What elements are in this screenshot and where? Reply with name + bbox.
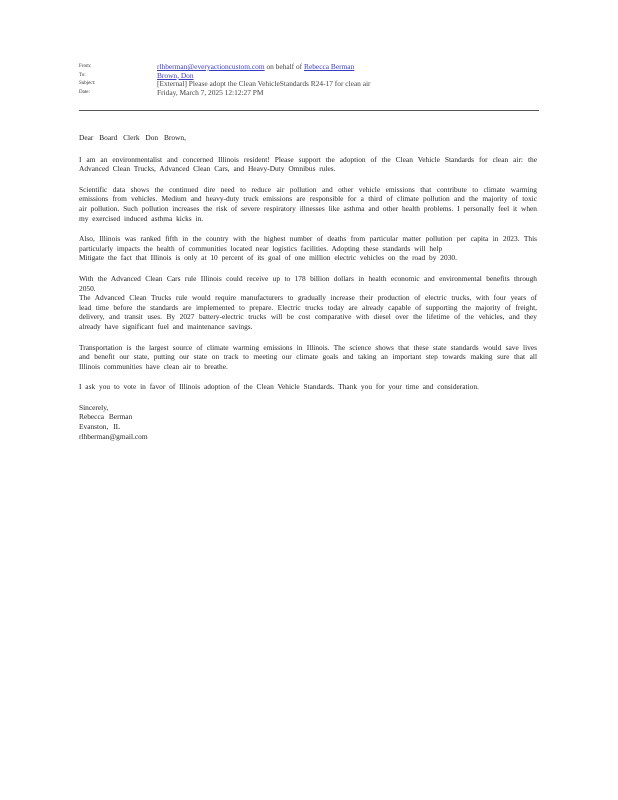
paragraph-3-part-b: Mitigate the fact that Illinois is only at 10 percent of its goal of one million electric vehicles on the road by 2030. <box>79 253 457 263</box>
subject-row <box>79 80 539 89</box>
date-row <box>79 89 539 98</box>
header-divider <box>79 110 539 111</box>
paragraph-5: Transportation is the largest source of climate warming emissions in Illinois. The science shows that these state standards would save lives and benefit our state, putting our state on track to meeting our climate goals and taking an important step towards making sure that all Illinois communities have clean air to breathe. <box>79 342 537 371</box>
paragraph-4-part-b: The Advanced Clean Trucks rule would require manufacturers to gradually increase their production of electric trucks, with four years of lead time before the standards are implemented to prepare. Electric trucks today are already capable of supporting the majority of freight, delivery, and transit uses. By 2027 battery-electric trucks will be cost comparative with diesel over the lifetime of the vehicles, and they already have significant fuel and maintenance savings. <box>79 293 537 331</box>
from-name-link[interactable]: Rebecca Berman <box>304 62 355 71</box>
paragraph-4 <box>79 274 537 332</box>
paragraph-4-part-a: With the Advanced Clean Cars rule Illinois could receive up to 178 billion dollars in health economic and environmental benefits through 2050. <box>79 273 537 293</box>
email-body <box>79 133 537 441</box>
from-middle-text: on behalf of <box>266 62 303 71</box>
signature-city: Evanston, IL <box>79 422 121 432</box>
date-label: Date: <box>79 89 90 95</box>
closing: Sincerely, <box>79 402 109 412</box>
from-row <box>79 63 539 72</box>
paragraph-1: I am an environmentalist and concerned Illinois resident! Please support the adoption of the Clean Vehicle Standards for clean air: the Advanced Clean Trucks, Advanced Clean Cars, and Heavy-Duty Omnibus rules. <box>79 154 537 174</box>
subject-value: [External] Please adopt the Clean VehicleStandards R24-17 for clean air <box>157 79 371 89</box>
signature-block <box>79 403 537 441</box>
subject-label: Subject: <box>79 81 96 87</box>
date-value: Friday, March 7, 2025 12:12:27 PM <box>157 87 264 97</box>
from-email-link[interactable]: rlhberman@everyactioncustom.com <box>157 62 265 71</box>
paragraph-3-part-a: Also, Illinois was ranked fifth in the country with the highest number of deaths from particular matter pollution per capita in 2023. This particularly impacts the health of communities located near logistics facilities. Adopting these standards will help <box>79 234 537 253</box>
paragraph-2: Scientific data shows the continued dire need to reduce air pollution and other vehicle emissions that contribute to climate warming emissions from vehicles. Medium and heavy-duty truck emissions are responsible for a third of climate pollution and the majority of toxic air pollution. Such pollution increases the risk of severe respiratory illnesses like asthma and other health problems. I personally feel it when my exercised induced asthma kicks in. <box>79 184 537 223</box>
to-label: To: <box>79 72 86 78</box>
greeting: Dear Board Clerk Don Brown, <box>79 133 186 142</box>
signature-name: Rebecca Berman <box>79 412 133 422</box>
signature-email: rlhberman@gmail.com <box>79 431 148 441</box>
paragraph-6: I ask you to vote in favor of Illinois adoption of the Clean Vehicle Standards. Thank you for your time and consideration. <box>79 382 479 392</box>
to-value-link[interactable]: Brown, Don <box>157 70 194 80</box>
paragraph-3 <box>79 234 537 263</box>
email-header <box>79 63 539 97</box>
from-label: From: <box>79 64 92 69</box>
